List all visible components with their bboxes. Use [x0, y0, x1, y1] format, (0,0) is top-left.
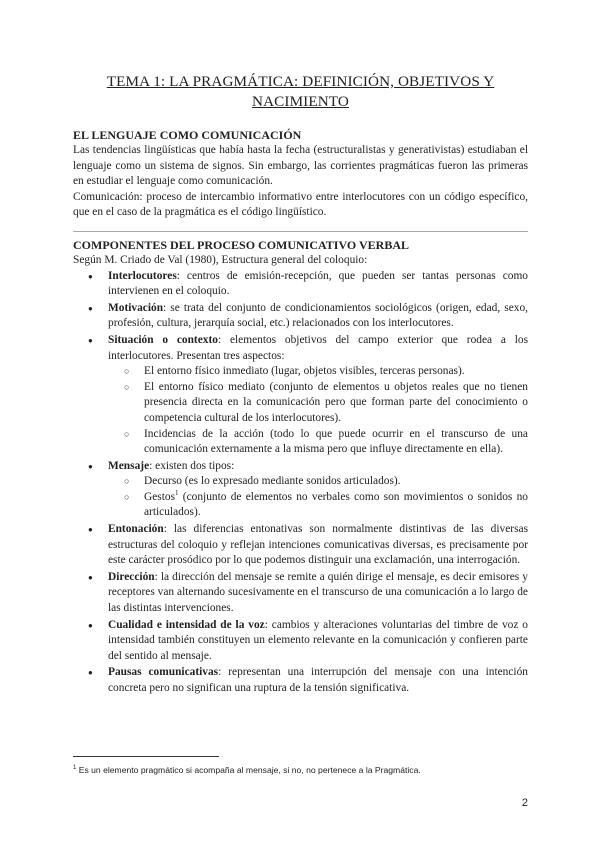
term: Dirección: [108, 570, 155, 583]
definition: : centros de emisión-recepción, que pueden ser tantas personas como intervienen en el coloquio.: [108, 269, 528, 298]
components-list: [73, 269, 528, 697]
term: Cualidad e intensidad de la voz: [108, 618, 265, 631]
definition: : la dirección del mensaje se remite a quién dirige el mensaje, es decir emisores y receptores van alternando sucesivamente en el transcurso de una comunicación a lo largo de las distintas intervenciones.: [108, 570, 528, 615]
sub-list-item: [144, 490, 528, 521]
list-item: [108, 459, 528, 521]
definition: : cambios y alteraciones voluntarias del timbre de voz o intensidad también constituyen un elemento relevante en la comunicación y confieren parte del sentido al mensaje.: [108, 618, 528, 662]
footnote-text: Es un elemento pragmático si acompaña al mensaje, si no, no pertenece a la Pragmática.: [76, 765, 421, 775]
list-item: [108, 665, 528, 696]
horizontal-divider: [73, 231, 528, 232]
term: Motivación: [108, 301, 164, 314]
section-componentes: [73, 237, 528, 697]
sub-list-item: ○ El entorno físico mediato (conjunto de elementos u objetos reales que no tienen presencia directa en la comunicación pero que forman parte del conocimiento o competencia cultural de los interlocutores).: [144, 380, 528, 427]
page-title: TEMA 1: LA PRAGMÁTICA: DEFINICIÓN, OBJETIVOS Y NACIMIENTO: [106, 73, 495, 110]
list-item: [108, 301, 528, 332]
footnote-marker: 1: [73, 765, 77, 772]
sub-list-item: ○ Incidencias de la acción (todo lo que puede ocurrir en el transcurso de una comunicación externamente a la misma pero que influye directamente en ella).: [144, 427, 528, 458]
section-heading: COMPONENTES DEL PROCESO COMUNICATIVO VERBAL: [73, 237, 410, 252]
section-lenguaje-comunicacion: [73, 127, 528, 221]
gestos-text: (conjunto de elementos no verbales como son movimientos o sonidos no articulados).: [144, 490, 528, 519]
paragraph: Comunicación: proceso de intercambio informativo entre interlocutores con un código específico, que en el caso de la pragmática es el código lingüístico.: [73, 190, 528, 219]
definition: : las diferencias entonativas son normalmente distintivas de las diversas estructuras del coloquio y reflejan intenciones comunicativas diversas, es precisamente por este carácter prosódico por lo que podemos distinguir una exclamación, una interrogación.: [108, 523, 528, 567]
term: Situación o contexto: [108, 333, 218, 346]
term: Pausas comunicativas: [108, 666, 219, 679]
sub-list-item: ○ El entorno físico inmediato (lugar, objetos visibles, terceras personas).: [144, 364, 528, 380]
definition: : existen dos tipos:: [149, 459, 235, 472]
term: Entonación: [108, 523, 164, 536]
definition: : elementos objetivos del campo exterior que rodea a los interlocutores. Presentan tres aspectos:: [108, 333, 528, 362]
intro-text: Según M. Criado de Val (1980), Estructura general del coloquio:: [73, 253, 368, 266]
page-number: 2: [521, 797, 528, 809]
list-item: [108, 618, 528, 665]
sub-list: [108, 474, 528, 521]
footnote-divider: [73, 756, 219, 757]
list-item: [108, 570, 528, 617]
list-item: [108, 269, 528, 300]
section-heading: EL LENGUAJE COMO COMUNICACIÓN: [73, 128, 302, 142]
footnote: [73, 764, 528, 776]
list-item: [108, 522, 528, 569]
term: Mensaje: [108, 459, 150, 472]
sub-list-item: ○ Decurso (es lo expresado mediante sonidos articulados).: [144, 474, 528, 490]
term: Interlocutores: [108, 269, 177, 282]
definition: : se trata del conjunto de condicionamientos sociológicos (origen, edad, sexo, profesión, cultura, jerarquía social, etc.) relacionados con los interlocutores.: [108, 301, 528, 330]
gestos-label: Gestos: [144, 490, 176, 503]
sub-list: [108, 364, 528, 458]
document-page: [73, 72, 528, 698]
paragraph: Las tendencias lingüísticas que había hasta la fecha (estructuralistas y generativistas) estudiaban el lenguaje como un sistema de signos. Sin embargo, las corrientes pragmáticas fueron las primeras en estudiar el lenguaje como comunicación.: [73, 144, 528, 188]
footnote-ref[interactable]: 1: [175, 489, 179, 498]
definition: : representan una interrupción del mensaje con una intención concreta pero no significan una ruptura de la tensión significativa.: [108, 666, 528, 694]
list-item: [108, 333, 528, 458]
